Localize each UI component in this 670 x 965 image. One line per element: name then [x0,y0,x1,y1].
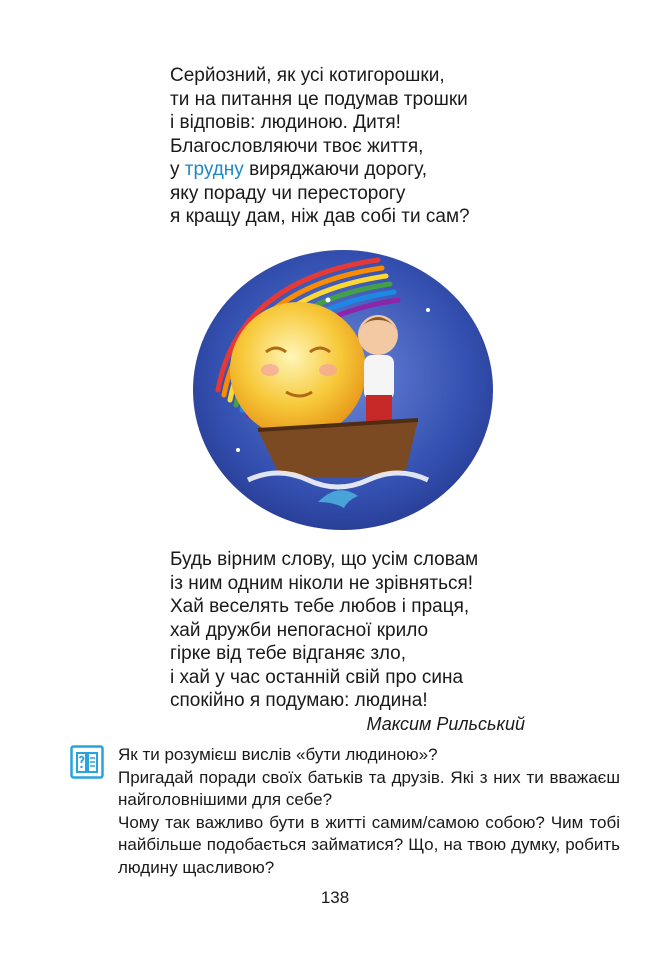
poem-line: хай дружби непогасної крило [170,619,429,641]
poem-line: і хай у час останній свій про сина [170,666,464,688]
moon-boat-illustration [178,240,508,540]
moon-face [230,302,366,438]
page-number: 138 [320,888,350,907]
poem-stanza-1 [170,64,470,229]
poem-line-highlighted [170,158,470,182]
line-suffix: виряджаючи дорогу, [243,159,428,180]
question-book-icon [70,745,104,779]
questions-block [118,744,620,879]
poem-line: яку пораду чи пересторогу [170,182,406,204]
highlighted-word: трудну [184,159,244,180]
poem-line: і відповів: людиною. Дитя! [170,112,401,133]
poem-line: Благословляючи твоє життя, [170,135,424,157]
poem-line: я кращу дам, ніж дав собі ти сам? [170,206,470,227]
question-1: Як ти розумієш вислів «бути людиною»? [118,745,438,764]
question-2: Пригадай поради своїх батьків та друзів. Які з них ти вважаєш найголовнішими для себе? [118,767,620,809]
poem-line: гірке від тебе відганяє зло, [170,643,407,664]
question-3: Чому так важливо бути в житті самим/самою собою? Чим тобі найбільше подобається займатися? Що, на твою думку, робить людину щасливою? [118,812,620,877]
poem-author: Максим Рильський [366,714,525,734]
line-prefix: у [170,159,185,180]
poem-stanza-2 [170,548,478,713]
poem-line: Будь вірним слову, що усім словам [170,549,479,570]
poem-line: Серйозний, як усі котигорошки, [170,65,445,86]
poem-line: Хай веселять тебе любов і праця, [170,596,470,617]
poem-line: ти на питання це подумав трошки [170,88,468,110]
poem-line: із ним одним ніколи не зрівняться! [170,572,474,594]
poem-line: спокійно я подумаю: людина! [170,690,428,711]
